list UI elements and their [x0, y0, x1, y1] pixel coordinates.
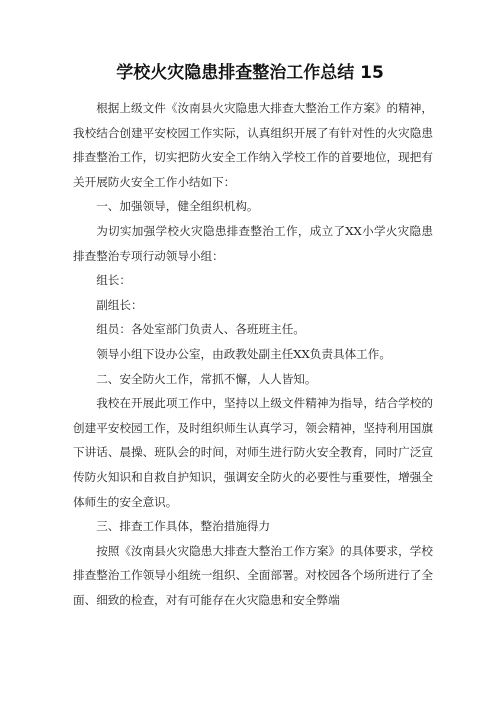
paragraph-office: 领导小组下设办公室，由政教处副主任XX负责具体工作。 — [96, 346, 391, 361]
paragraph-section-1: 为切实加强学校火灾隐患排查整治工作，成立了XX小学火灾隐患排查整治专项行动领导小组： — [73, 223, 433, 263]
paragraph-leader: 组长： — [96, 273, 131, 288]
heading-section-1: 一、加强领导，健全组织机构。 — [96, 199, 259, 214]
heading-section-2: 二、安全防火工作，常抓不懈，人人皆知。 — [96, 371, 317, 386]
paragraph-members: 组员：各处室部门负责人、各班班主任。 — [96, 322, 305, 337]
paragraph-section-2: 我校在开展此项工作中，坚持以上级文件精神为指导，结合学校的创建平安校园工作，及时组织师生认真学习，领会精神，坚持利用国旗下讲话、晨操、班队会的时间，对师生进行防火安全教育，同时广泛宣传防火知识和自救自护知识，强调安全防火的必要性与重要性，增强全体师生的安全意识。 — [73, 396, 433, 509]
heading-section-3: 三、排查工作具体，整治措施得力 — [96, 519, 271, 534]
paragraph-intro: 根据上级文件《汝南县火灾隐患大排查大整治工作方案》的精神，我校结合创建平安校园工作实际，认真组织开展了有针对性的火灾隐患排查整治工作，切实把防火安全工作纳入学校工作的首要地位，现把有关开展防火安全工作小结如下： — [73, 101, 433, 189]
document-title: 学校火灾隐患排查整治工作总结 15 — [116, 63, 384, 83]
document-body — [73, 96, 433, 612]
paragraph-deputy-leader: 副组长： — [96, 297, 143, 312]
paragraph-section-3: 按照《汝南县火灾隐患大排查大整治工作方案》的具体要求，学校排查整治工作领导小组统一组织、全面部署。对校园各个场所进行了全面、细致的检查，对有可能存在火灾隐患和安全弊端 — [73, 543, 433, 607]
